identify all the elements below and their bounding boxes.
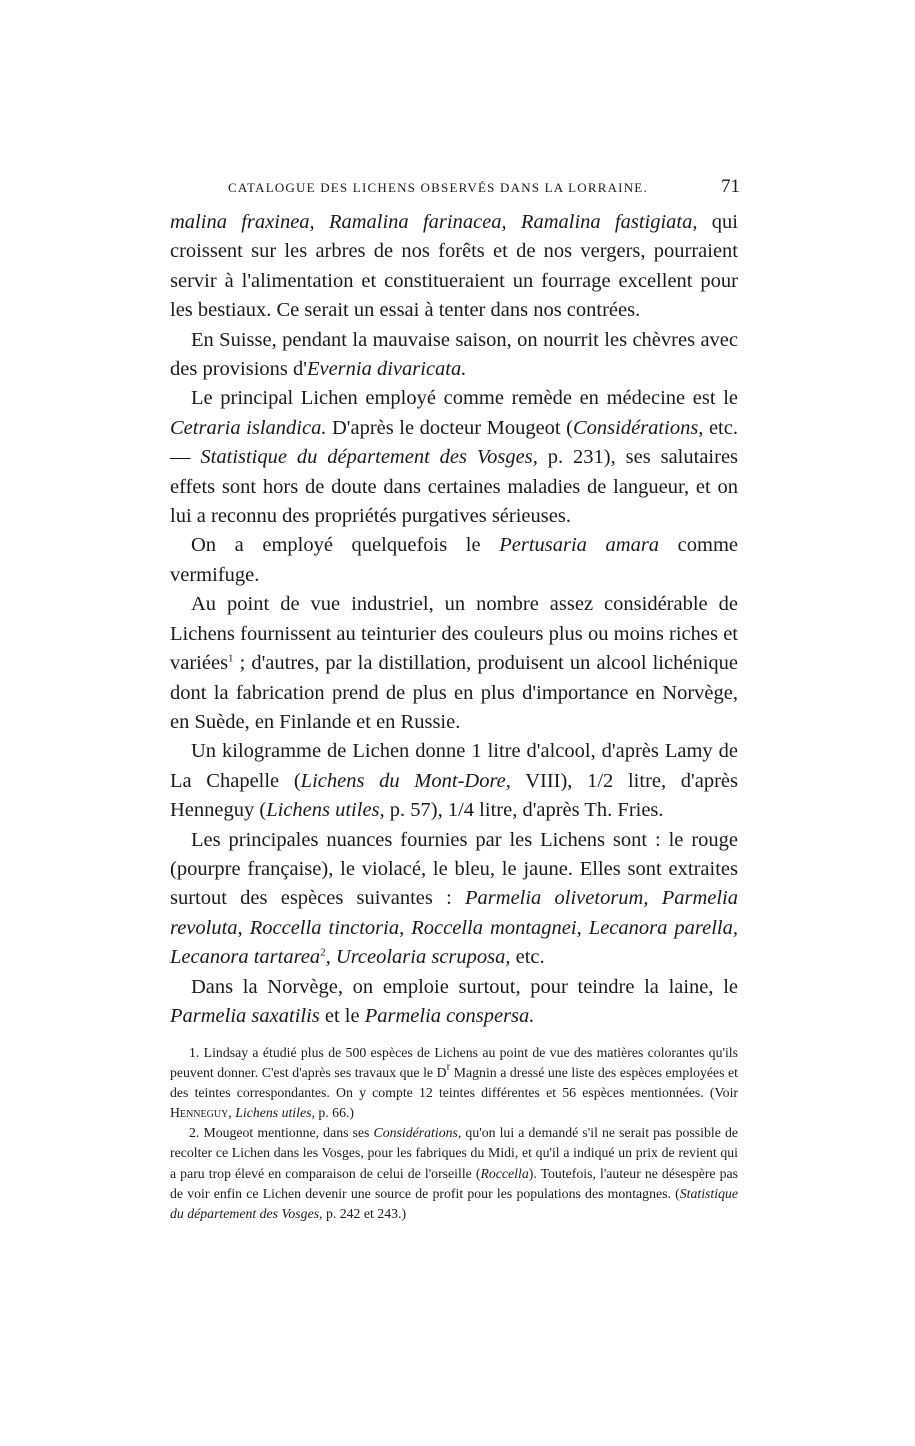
running-title: CATALOGUE DES LICHENS OBSERVÉS DANS LA LORRAINE. — [228, 180, 648, 195]
italic-span: Lichens utiles, — [235, 1105, 315, 1121]
italic-span: Roccella — [480, 1165, 529, 1181]
paragraph-5 — [170, 590, 738, 737]
italic-span: Considérations, — [573, 416, 704, 439]
paragraph-6 — [170, 737, 738, 825]
text-span: p. 231), ses salutaires effets sont hors de doute dans certaines maladies de langueur, et on lui a reconnu des propriétés purgatives sérieuses. — [170, 446, 739, 528]
text-span: D'après le docteur Mougeot ( — [326, 416, 573, 439]
text-span: p. 242 et 243.) — [322, 1205, 407, 1221]
main-text — [170, 208, 738, 1031]
paragraph-8 — [170, 973, 738, 1032]
italic-span: Considérations, — [373, 1125, 462, 1141]
italic-span: Statistique du département des Vosges, — [170, 1185, 738, 1221]
footnote-ref: r — [446, 1060, 451, 1073]
text-span: ). Toutefois, l'auteur ne désespère pas de voir enfin ce Lichen devenir une source de profit pour les populations des montagnes. ( — [170, 1165, 738, 1201]
text-span: VIII), 1/2 litre, d'après Henneguy ( — [170, 769, 738, 822]
footnote-1 — [170, 1043, 738, 1123]
paragraph-4 — [170, 531, 738, 590]
footnotes — [170, 1043, 738, 1224]
text-span: Le principal Lichen employé comme remède en médecine est le — [191, 387, 738, 410]
text-span: Dans la Norvège, on emploie surtout, pour teindre la laine, le — [191, 975, 738, 998]
footnote-2 — [170, 1123, 738, 1223]
italic-span: Statistique du département des Vosges, — [200, 446, 538, 469]
text-span: En Suisse, pendant la mauvaise saison, on nourrit les chèvres avec des provisions d' — [170, 328, 738, 381]
text-span: Un kilogramme de Lichen donne 1 litre d'alcool, d'après Lamy de La Chapelle ( — [170, 740, 738, 792]
text-span: etc. — [510, 946, 545, 969]
text-span: et le — [319, 1004, 365, 1027]
text-span: On a employé quelquefois le — [191, 534, 500, 557]
text-span: 1. Lindsay a étudié plus de 500 espèces de Lichens au point de vue des matières colorantes qu'ils peuvent donner. C'est d'après ses travaux que le D — [170, 1045, 738, 1081]
text-span: qu'on lui a demandé s'il ne serait pas possible de recolter ce Lichen dans les Vosges, pour les fabriques du Midi, et qu'il a indiqué un prix de revient qui a paru trop élevé en comparaison de celui de l'orseille ( — [170, 1125, 738, 1181]
text-span: p. 57), 1/4 litre, d'après Th. Fries. — [384, 799, 664, 822]
text-span: Au point de vue industriel, un nombre assez considérable de Lichens fournissent au teinturier des couleurs plus ou moins riches et variées — [170, 593, 738, 675]
text-span: comme vermifuge. — [170, 534, 739, 586]
running-header — [228, 176, 740, 200]
italic-span: Parmelia conspersa. — [364, 1004, 535, 1027]
italic-span: Parmelia saxatilis — [170, 1004, 320, 1027]
text-span: ; d'autres, par la distillation, produisent un alcool lichénique dont la fabrication prend de plus en plus d'importance en Norvège, en Suède, en Finlande et en Russie. — [170, 652, 738, 733]
paragraph-2 — [170, 326, 738, 385]
italic-span: Lichens du Mont-Dore, — [300, 769, 511, 792]
italic-span: Lichens utiles, — [266, 799, 385, 822]
italic-span: Parmelia olivetorum, Parmelia revoluta, Roccella tinctoria, Roccella montagnei, Lecanora parella, Lecanora tartarea — [170, 887, 739, 969]
footnote-ref: 2 — [320, 946, 326, 959]
paragraph-1 — [170, 208, 738, 326]
text-span: Magnin a dressé une liste des espèces employées et des teintes correspondantes. On y compte 12 teintes différentes et 56 espèces mentionnées. (Voir — [170, 1065, 738, 1101]
text-span: qui croissent sur les arbres de nos forêts et de nos vergers, pourraient servir à l'alimentation et constitueraient un fourrage excellent pour les bestiaux. Ce serait un essai à tenter dans nos contrées. — [170, 211, 738, 322]
small-caps-span: Henneguy, — [170, 1105, 232, 1121]
text-span: Les principales nuances fournies par les Lichens sont : le rouge (pourpre française), le violacé, le bleu, le jaune. Elles sont extraites surtout des espèces suivantes : — [170, 828, 738, 910]
page-number: 71 — [721, 176, 740, 197]
italic-span: , Urceolaria scruposa, — [325, 946, 511, 969]
italic-span: Cetraria islandica. — [170, 416, 327, 439]
text-span: etc. — — [170, 416, 738, 469]
paragraph-3 — [170, 384, 738, 531]
footnote-ref: 1 — [228, 652, 234, 665]
italic-span: Evernia divaricata. — [306, 358, 467, 381]
paragraph-7 — [170, 826, 738, 973]
italic-span: Pertusaria amara — [499, 534, 660, 557]
text-span: p. 66.) — [314, 1105, 355, 1121]
italic-span: malina fraxinea, Ramalina farinacea, Ramalina fastigiata, — [170, 211, 698, 233]
text-span: 2. Mougeot mentionne, dans ses — [189, 1125, 374, 1141]
